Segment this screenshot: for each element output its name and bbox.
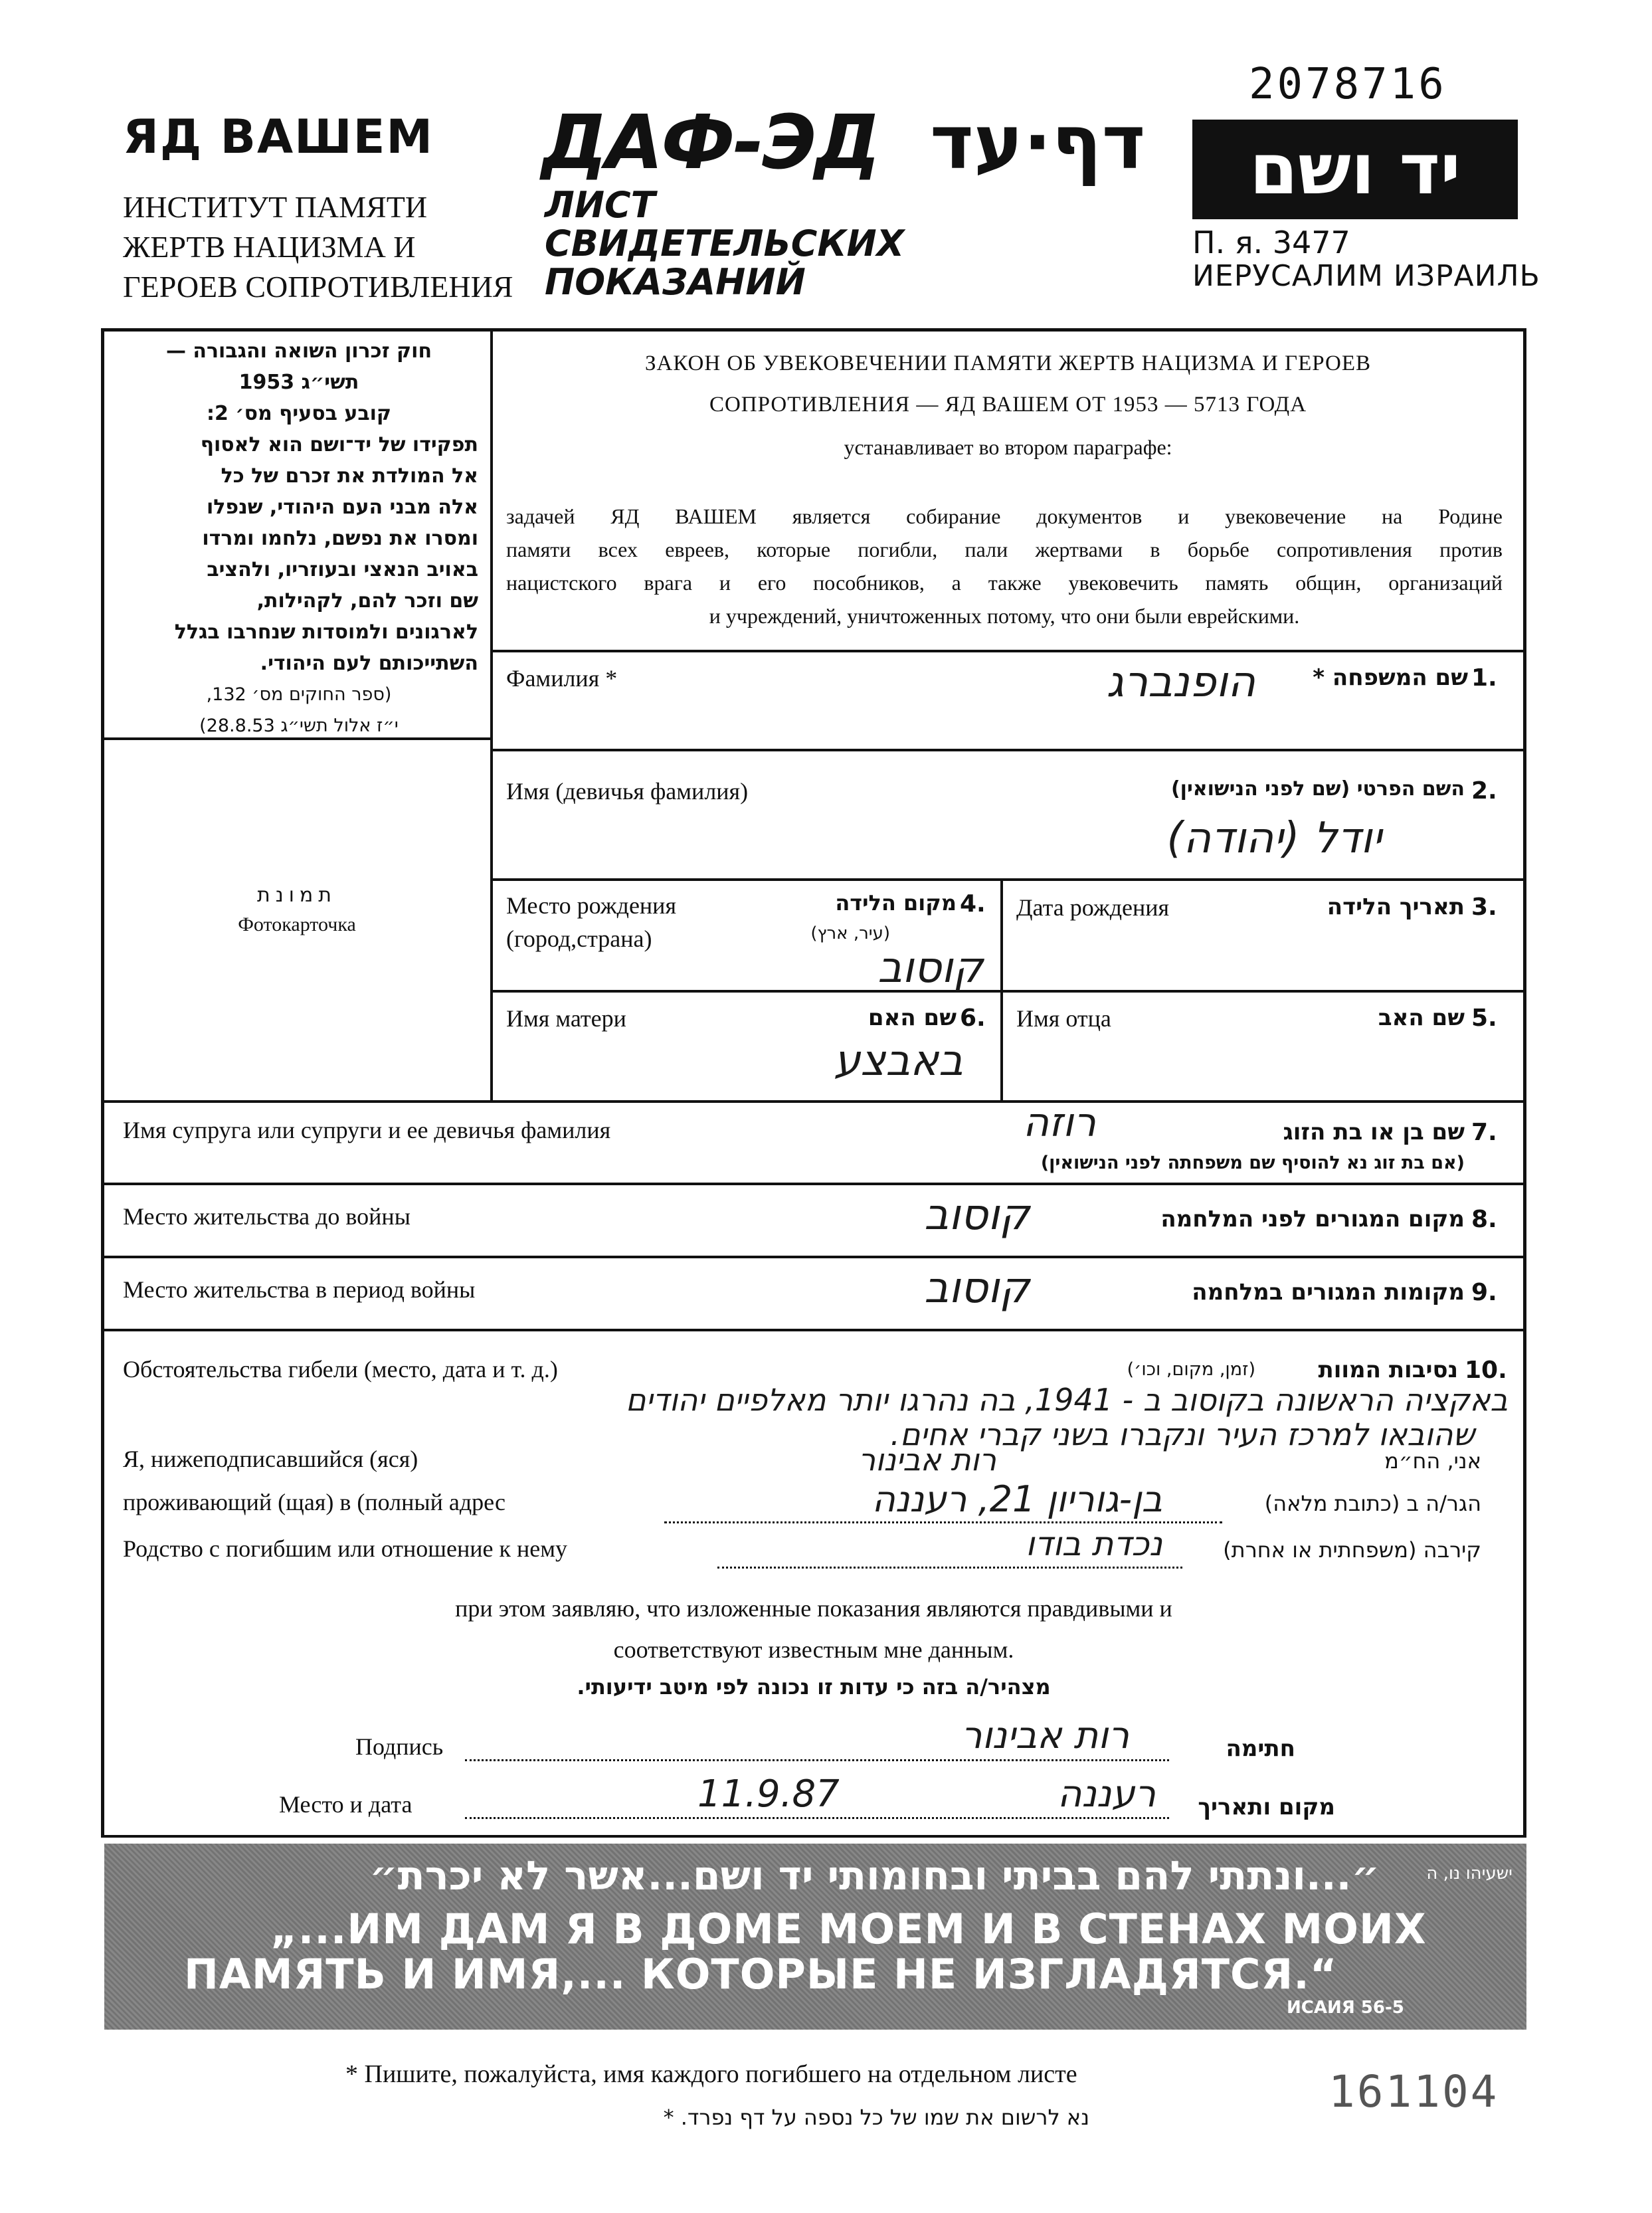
field-birthplace-value[interactable]: קוסוב bbox=[877, 943, 983, 993]
field-mother-number: 6. bbox=[960, 1005, 986, 1032]
field-surname-value[interactable]: הופנברג bbox=[1106, 658, 1255, 707]
field-birthdate-number: 3. bbox=[1471, 894, 1497, 921]
law-he-line: ומסרו את נפשם, נלחמו ומרדו bbox=[202, 527, 478, 550]
field-firstname-label-he: השם הפרטי (שם לפני הנישואין) bbox=[1170, 777, 1465, 801]
witness-address-label-he: הגר/ה ב (כתובת מלאה) bbox=[1264, 1491, 1481, 1516]
yad-vashem-logo bbox=[1192, 120, 1518, 219]
photo-label-ru: Фотокарточка bbox=[238, 914, 356, 935]
law-ru-body-line: нацистского врага и его пособников, а также увековечить память общин, организаций bbox=[506, 571, 1503, 595]
org-name: ЯД ВАШЕМ bbox=[123, 110, 434, 164]
field-father-label: Имя отца bbox=[1016, 1005, 1111, 1032]
field-circumstances-number: 10. bbox=[1465, 1357, 1507, 1384]
org-description bbox=[123, 187, 513, 307]
po-box: П. я. 3477 bbox=[1192, 225, 1350, 260]
law-he-source: י״ז אלול תשי״ג 28.8.53) bbox=[199, 716, 399, 736]
signature-value[interactable]: רות אבינור bbox=[961, 1714, 1129, 1757]
banner-ref-he: ישעיהו נו, ה bbox=[1426, 1864, 1513, 1883]
field-circumstances-value-1[interactable]: באקציה הראשונה בקוסוב ב - 1941, בה נהרגו יותר מאלפיים יהודים bbox=[625, 1382, 1508, 1418]
form-subtitle-line: ПОКАЗАНИЙ bbox=[545, 261, 806, 303]
law-ru-title-line: ЗАКОН ОБ УВЕКОВЕЧЕНИИ ПАМЯТИ ЖЕРТВ НАЦИЗМА И ГЕРОЕВ bbox=[644, 351, 1372, 375]
form-title: ДАФ-ЭД bbox=[541, 100, 879, 186]
witness-name-label: Я, нижеподписавшийся (яся) bbox=[123, 1446, 418, 1472]
field-prewar-residence-number: 8. bbox=[1471, 1206, 1497, 1233]
banner-quote-he: ״...ונתתי להם בביתי ובחומותי יד ושם...אשר לא יכרת״ bbox=[369, 1853, 1380, 1899]
witness-relation-line bbox=[717, 1567, 1182, 1569]
logo-text: יד ושם bbox=[1249, 129, 1461, 210]
witness-address-label: проживающий (щая) в (полный адрес bbox=[123, 1489, 505, 1515]
law-he-line: אל המולדת את זכרם של כל bbox=[221, 464, 478, 488]
field-wartime-residence-value[interactable]: קוסוב bbox=[924, 1264, 1030, 1313]
field-father-label-he: שם האב bbox=[1378, 1005, 1465, 1031]
law-ru-body-line: задачей ЯД ВАШЕМ является собирание документов и увековечение на Родине bbox=[506, 504, 1503, 528]
law-ru-title bbox=[495, 343, 1521, 425]
field-surname-number: 1. bbox=[1471, 664, 1497, 692]
law-ru-body bbox=[506, 500, 1503, 632]
field-birthplace-label bbox=[506, 889, 676, 955]
place-date-label: Место и дата bbox=[279, 1791, 413, 1818]
law-ru-title-line: СОПРОТИВЛЕНИЯ — ЯД ВАШЕМ ОТ 1953 — 5713 ГОДА bbox=[709, 393, 1307, 417]
field-circumstances-label-he: נסיבות המוות bbox=[1318, 1357, 1458, 1383]
banner-ref-ru: ИСАИЯ 56-5 bbox=[1287, 1998, 1404, 2018]
witness-relation-label: Родство с погибшим или отношение к нему bbox=[123, 1535, 567, 1562]
field-spouse-label-he: שם בן או בת הזוג bbox=[1283, 1119, 1465, 1145]
field-wartime-residence-label-he: מקומות המגורים במלחמה bbox=[1192, 1279, 1465, 1305]
law-he-line: קובע בסעיף מס׳ 2: bbox=[206, 402, 392, 425]
field-birthdate-label: Дата рождения bbox=[1016, 894, 1170, 921]
field-birthplace-label-he: מקום הלידה bbox=[835, 890, 957, 915]
place-date-line bbox=[465, 1817, 1169, 1819]
org-desc-line: ЖЕРТВ НАЦИЗМА И bbox=[123, 230, 416, 264]
field-circumstances-value-2[interactable]: שהובאו למרכז העיר ונקברו בשני קברי אחים. bbox=[890, 1416, 1475, 1452]
quote-banner bbox=[104, 1844, 1526, 2030]
law-he-line: שם וזכר להם, לקהילות, bbox=[256, 589, 478, 613]
law-he-line: באויב הנאצי ובעוזריו, ולהציב bbox=[207, 558, 478, 581]
declaration-ru bbox=[104, 1588, 1523, 1670]
field-spouse-label: Имя супруга или супруги и ее девичья фамилия bbox=[123, 1117, 611, 1143]
field-birthdate-label-he: תאריך הלידה bbox=[1327, 894, 1465, 920]
field-wartime-residence-label: Место жительства в период войны bbox=[123, 1276, 476, 1303]
field-birthplace-label-ru2: (город,страна) bbox=[506, 925, 652, 952]
place-date-label-he: מקום ותאריך bbox=[1198, 1794, 1335, 1820]
field-surname-label: Фамилия * bbox=[506, 665, 618, 692]
form-subtitle-line: ЛИСТ bbox=[545, 184, 656, 226]
law-ru-body-line: и учреждений, уничтоженных потому, что они были еврейскими. bbox=[709, 604, 1300, 628]
field-surname-label-he: שם המשפחה * bbox=[1313, 664, 1468, 691]
place-date-date[interactable]: 11.9.87 bbox=[697, 1773, 840, 1816]
field-spouse-value[interactable]: רוזה bbox=[1022, 1100, 1096, 1146]
law-he-line: השתייכותם לעם היהודי. bbox=[260, 652, 478, 675]
org-desc-line: ИНСТИТУТ ПАМЯТИ bbox=[123, 190, 428, 224]
field-circumstances-label: Обстоятельства гибели (место, дата и т. д.) bbox=[123, 1356, 558, 1383]
field-prewar-residence-label-he: מקום המגורים לפני המלחמה bbox=[1160, 1206, 1465, 1232]
form-title-hebrew: דף·עד bbox=[930, 100, 1146, 186]
law-hebrew bbox=[120, 336, 478, 741]
witness-address-value[interactable]: בן-גוריון 21, רעננה bbox=[872, 1478, 1162, 1520]
row8-divider bbox=[101, 1256, 1526, 1258]
place-date-place[interactable]: רעננה bbox=[1057, 1773, 1156, 1816]
witness-relation-value[interactable]: נכדת בודו bbox=[1026, 1525, 1162, 1563]
field-firstname-value[interactable]: יודל (יהודה) bbox=[1166, 814, 1382, 863]
field-birthplace-label-he2: (עיר, ארץ) bbox=[810, 923, 890, 943]
form-subtitle bbox=[545, 186, 904, 302]
field-wartime-residence-number: 9. bbox=[1471, 1279, 1497, 1306]
declaration-ru-line: соответствуют известным мне данным. bbox=[613, 1636, 1014, 1663]
city: ИЕРУСАЛИМ ИЗРАИЛЬ bbox=[1192, 259, 1540, 293]
declaration-he: מצהיר/ה בזה כי עדות זו נכונה לפי מיטב ידיעותי. bbox=[577, 1674, 1051, 1699]
law-he-line: לארגונים ולמוסדות שנחרבו בגלל bbox=[174, 621, 478, 644]
field-firstname-label: Имя (девичья фамилия) bbox=[506, 778, 749, 805]
law-he-source: (ספר החוקים מס׳ 132, bbox=[206, 684, 392, 705]
law-he-line: תפקידו של יד־ושם הוא לאסוף bbox=[200, 433, 478, 456]
field-mother-value[interactable]: באבצע bbox=[834, 1036, 963, 1086]
frame-top bbox=[101, 328, 1526, 332]
signature-line bbox=[465, 1759, 1169, 1761]
witness-name-label-he: אני, הח״מ bbox=[1384, 1448, 1481, 1474]
banner-quote-ru-2: ПАМЯТЬ И ИМЯ,... КОТОРЫЕ НЕ ИЗГЛАДЯТСЯ.“ bbox=[184, 1950, 1338, 1998]
row2-divider bbox=[490, 878, 1526, 881]
declaration-ru-line: при этом заявляю, что изложенные показания являются правдивыми и bbox=[455, 1595, 1172, 1622]
row7-divider bbox=[101, 1183, 1526, 1185]
photo-label-he: תמונת bbox=[257, 884, 337, 907]
law-he-line: אלה מבני העם היהודי, שנפלו bbox=[206, 496, 478, 519]
org-desc-line: ГЕРОЕВ СОПРОТИВЛЕНИЯ bbox=[123, 270, 513, 304]
frame-right bbox=[1523, 328, 1526, 1838]
law-he-line: חוק זכרון השואה והגבורה — bbox=[165, 339, 432, 363]
field-father-number: 5. bbox=[1471, 1005, 1497, 1032]
field-spouse-number: 7. bbox=[1471, 1119, 1497, 1146]
witness-address-line bbox=[664, 1521, 1222, 1523]
field-birthplace-label-ru: Место рождения bbox=[506, 892, 677, 919]
frame-bottom bbox=[101, 1835, 1526, 1838]
witness-name-value[interactable]: רות אבינור bbox=[858, 1442, 996, 1478]
field-mother-label-he: שם האם bbox=[868, 1005, 957, 1031]
banner-quote-ru-1: „...ИМ ДАМ Я В ДОМЕ МОЕМ И В СТЕНАХ МОИХ bbox=[270, 1905, 1427, 1953]
field-prewar-residence-label: Место жительства до войны bbox=[123, 1203, 411, 1230]
stamp-number: 161104 bbox=[1329, 2066, 1499, 2117]
left-column-divider bbox=[490, 328, 493, 1103]
row1-divider bbox=[490, 749, 1526, 751]
law-ru-intro: устанавливает во втором параграфе: bbox=[844, 435, 1172, 459]
row3-divider bbox=[490, 990, 1526, 993]
footer-note-ru: * Пишите, пожалуйста, имя каждого погибшего на отдельном листе bbox=[345, 2060, 1077, 2088]
record-number: 2078716 bbox=[1249, 60, 1447, 109]
law-he-line: תשי״ג 1953 bbox=[238, 371, 359, 394]
row5-divider bbox=[101, 1100, 1526, 1103]
footer-note-he: נא לרשום את שמו של כל נספה על דף נפרד. * bbox=[663, 2105, 1089, 2130]
signature-label: Подпись bbox=[355, 1733, 444, 1760]
field-prewar-residence-value[interactable]: קוסוב bbox=[924, 1191, 1030, 1240]
field-firstname-number: 2. bbox=[1471, 777, 1497, 805]
witness-relation-label-he: קירבה (משפחתית או אחרת) bbox=[1223, 1537, 1481, 1563]
field-birthplace-number: 4. bbox=[960, 890, 986, 917]
signature-label-he: חתימה bbox=[1226, 1735, 1295, 1762]
field-mother-label: Имя матери bbox=[506, 1005, 626, 1032]
field-spouse-note-he: (אם בת זוג נא להוסיף שם משפחתה לפני הנישואין) bbox=[1040, 1153, 1465, 1173]
law-ru-body-line: памяти всех евреев, которые погибли, пали жертвами в борьбе сопротивления против bbox=[506, 537, 1503, 561]
row9-divider bbox=[101, 1329, 1526, 1331]
photo-box bbox=[104, 884, 490, 936]
form-subtitle-line: СВИДЕТЕЛЬСКИХ bbox=[545, 223, 905, 264]
law-block-divider bbox=[490, 650, 1526, 652]
field-circumstances-label-he2: (זמן, מקום, וכו׳) bbox=[1127, 1359, 1255, 1380]
